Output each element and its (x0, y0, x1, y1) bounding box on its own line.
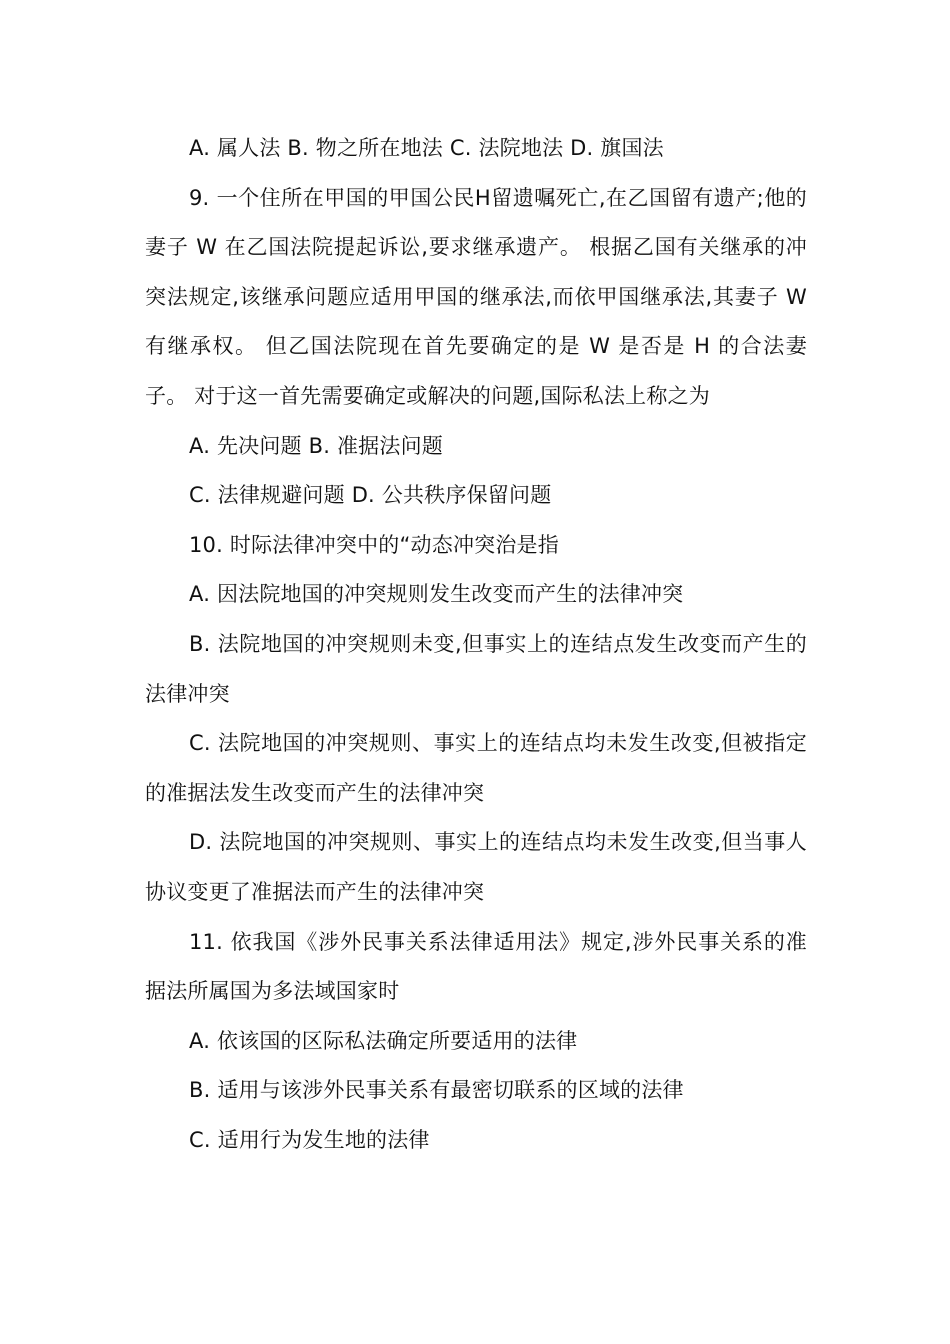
q10-option-d: D. 法院地国的冲突规则、事实上的连结点均未发生改变,但当事人协议变更了准据法而产生的法律冲突 (145, 830, 807, 904)
q10-stem: 10. 时际法律冲突中的“动态冲突治是指 (189, 532, 559, 557)
q8-options: A. 属人法 B. 物之所在地法 C. 法院地法 D. 旗国法 (189, 136, 664, 160)
q11-stem: 11. 依我国《涉外民事关系法律适用法》规定,涉外民事关系的准据法所属国为多法域国家时 (145, 929, 807, 1004)
document-body (145, 124, 807, 1165)
q11-option-b: B. 适用与该涉外民事关系有最密切联系的区域的法律 (189, 1078, 684, 1103)
q10-option-a: A. 因法院地国的冲突规则发生改变而产生的法律冲突 (189, 582, 684, 607)
q10-option-b: B. 法院地国的冲突规则未变,但事实上的连结点发生改变而产生的法律冲突 (145, 631, 807, 706)
q9-stem: 9. 一个住所在甲国的甲国公民H留遗嘱死亡,在乙国留有遗产;他的妻子 W 在乙国法院提起诉讼,要求继承遗产。 根据乙国有关继承的冲突法规定,该继承问题应适用甲国的继承法,而依甲国继承法,其妻子 W 有继承权。 但乙国法院现在首先要确定的是 W 是否是 H 的合法妻子。 对于这一首先需要确定或解决的问题,国际私法上称之为 (145, 185, 807, 408)
q9-options-cd: C. 法律规避问题 D. 公共秩序保留问题 (189, 483, 552, 508)
q9-options-ab: A. 先决问题 B. 准据法问题 (189, 433, 443, 458)
q11-option-a: A. 依该国的区际私法确定所要适用的法律 (189, 1028, 578, 1053)
q10-option-c: C. 法院地国的冲突规则、事实上的连结点均未发生改变,但被指定的准据法发生改变而产生的法律冲突 (145, 731, 807, 805)
q11-option-c: C. 适用行为发生地的法律 (189, 1127, 430, 1152)
